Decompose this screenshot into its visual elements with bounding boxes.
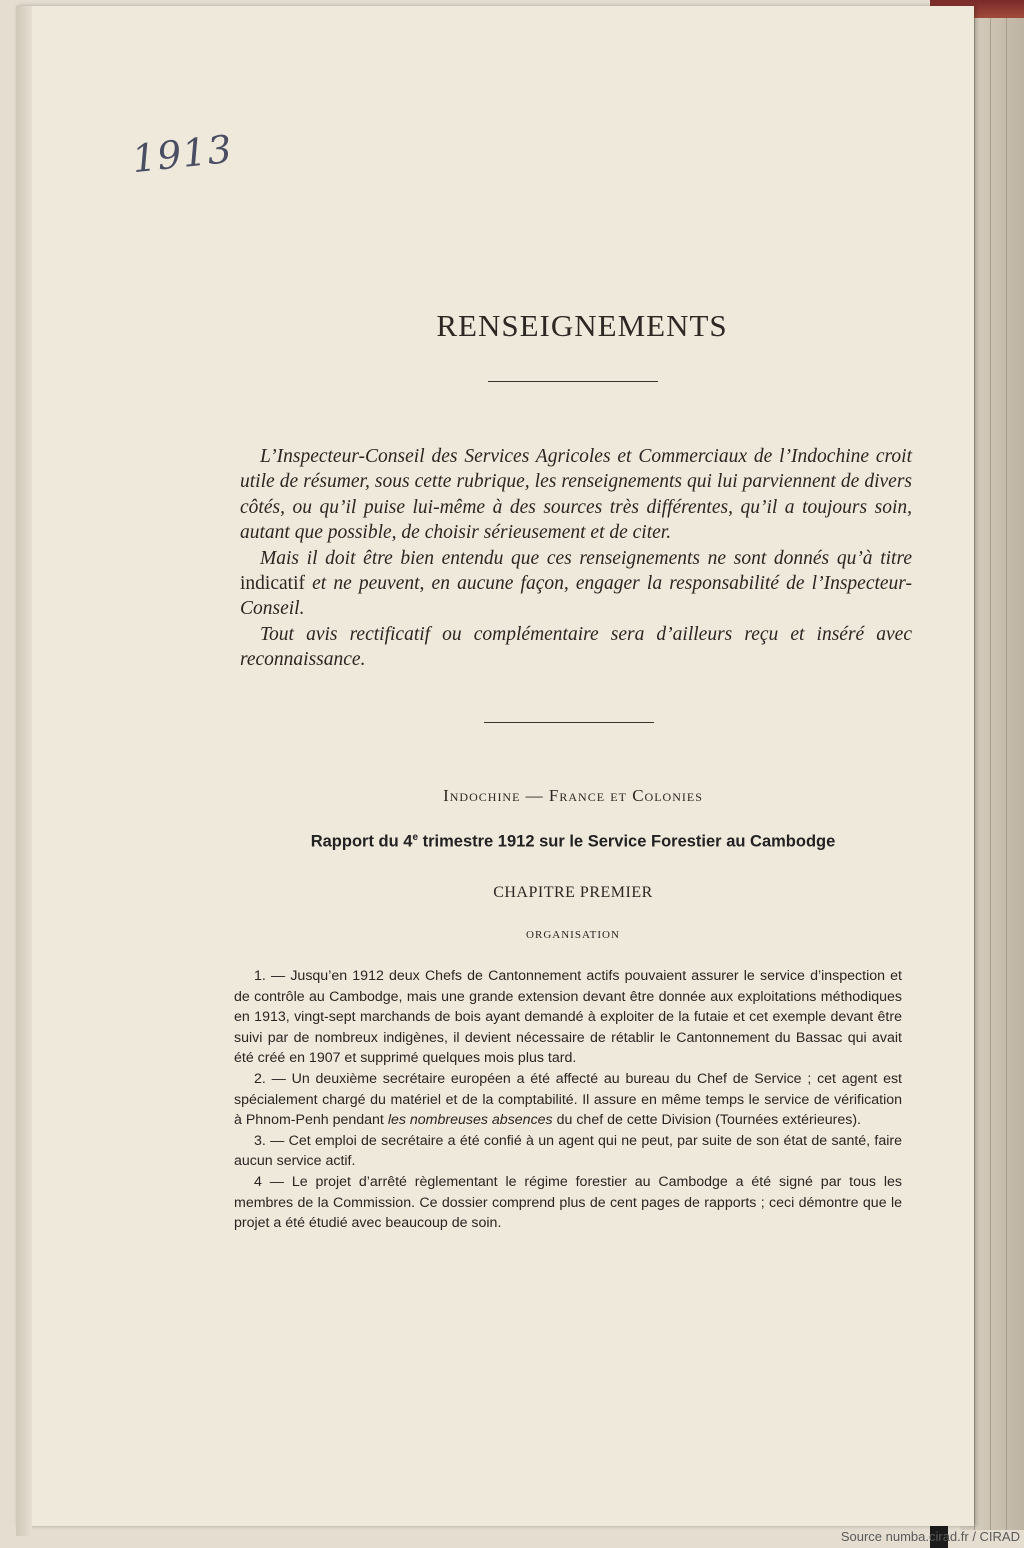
edge-line bbox=[1006, 0, 1007, 1530]
report-title bbox=[0, 832, 1024, 852]
intro-paragraph: L’Inspecteur-Conseil des Services Agricoles et Commerciaux de l’Indochine croit utile de résumer, sous cette rubrique, les renseignements qui lui parviennent de divers côtés, ou qu’il puise lui-même à des sources très différentes, qu’il a toujours soin, autant que possible, de choisir sérieusement et de citer. bbox=[240, 446, 912, 544]
title-divider bbox=[488, 381, 658, 382]
binding-gutter bbox=[16, 6, 32, 1536]
intro-notice bbox=[240, 444, 912, 673]
report-title-superscript: e bbox=[412, 832, 419, 843]
edge-line bbox=[990, 0, 991, 1530]
body-paragraph: 4 — Le projet d’arrêté règlementant le régime forestier au Cambodge a été signé par tous les membres de la Commission. Ce dossier comprend plus de cent pages de rapports ; ceci démontre que le projet a été étudié avec beaucoup de soin. bbox=[234, 1173, 902, 1232]
intro-text: et ne peuvent, en aucune façon, engager la responsabilité de l’Inspecteur-Conseil. bbox=[240, 573, 912, 620]
section-title: Indochine — France et Colonies bbox=[443, 786, 703, 805]
report-title-text: trimestre 1912 sur le Service Forestier au Cambodge bbox=[418, 832, 836, 851]
handwritten-year-note: 1913 bbox=[129, 126, 235, 182]
document-page bbox=[16, 6, 974, 1526]
body-italic-text: les nombreuses absences bbox=[387, 1112, 553, 1129]
intro-paragraph bbox=[240, 546, 912, 622]
chapter-heading: CHAPITRE PREMIER bbox=[493, 884, 653, 901]
source-credit: Source numba.cirad.fr / CIRAD bbox=[840, 1529, 1020, 1544]
intro-paragraph: Tout avis rectificatif ou complémentaire sera d’ailleurs reçu et inséré avec reconnaissance. bbox=[240, 623, 912, 671]
body-paragraph bbox=[234, 1069, 902, 1131]
report-title-text: Rapport du 4 bbox=[310, 832, 413, 851]
intro-divider bbox=[484, 722, 654, 723]
report-body bbox=[234, 966, 902, 1234]
body-paragraph: 3. — Cet emploi de secrétaire a été confié à un agent qui ne peut, par suite de son état de santé, faire aucun service actif. bbox=[234, 1132, 902, 1170]
intro-text: Mais il doit être bien entendu que ces renseignements ne sont donnés qu’à titre bbox=[260, 547, 912, 569]
body-text: du chef de cette Division (Tournées extérieures). bbox=[556, 1112, 862, 1129]
body-paragraph: 1. — Jusqu’en 1912 deux Chefs de Cantonnement actifs pouvaient assurer le service d’inspection et de contrôle au Cambodge, mais une grande extension devant être donnée aux exploitations méthodiques en 1913, vingt-sept marchands de bois ayant demandé à exploiter de la futaie et cet exemple devant être suivi par de nombreux indigènes, il devient nécessaire de rétablir le Cantonnement du Bassac qui avait été créé en 1907 et supprimé quelques mois plus tard. bbox=[234, 968, 902, 1067]
intro-upright-word: indicatif bbox=[240, 573, 305, 595]
body-text: 2. — Un deuxième secrétaire européen a été affecté au bureau du Chef de Service ; cet agent est spécialement chargé du matériel et de la comptabilité. Il assure en même temps le service de vérification à Phnom-Penh pendant bbox=[234, 1070, 902, 1129]
edge-line bbox=[974, 0, 975, 1530]
chapter-subheading: ORGANISATION bbox=[526, 929, 620, 941]
page-title: RENSEIGNEMENTS bbox=[436, 308, 728, 343]
